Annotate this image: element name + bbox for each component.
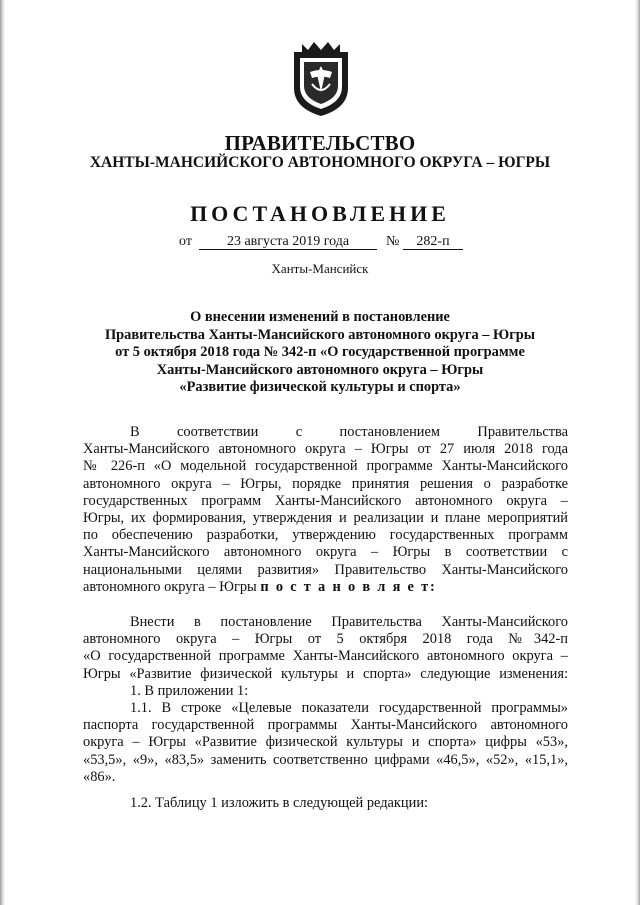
title-line: Ханты-Мансийского автономного округа – Югры [156,361,484,378]
text-line: «53,5», «9», «83,5» заменить соответственно цифрами «46,5», «52», «15,1», [83,751,568,768]
text-line: автономного округа – Югры от 5 октября 2018 года №342-п [83,631,568,648]
document-title [0,309,640,397]
document-date: 23 августа 2019 года [199,234,377,250]
text-line: 1.1. В строке «Целевые показатели государственной программы» [130,700,568,716]
number-prefix: № [386,234,400,249]
title-line: Правительства Ханты-Мансийского автономного округа – Югры [104,326,536,343]
item-1-2 [83,795,568,812]
text-line: Внести в постановление Правительства Ханты-Мансийского [130,614,568,630]
city: Ханты-Мансийск [271,261,369,276]
text-line: Югры «Развитие физической культуры и спорта» следующие изменения: [83,665,568,682]
text-line: округа – Югры «Развитие физической культуры и спорта» цифры «53», [83,734,568,751]
text-line: по обеспечению разработки, утверждению государственных программ [83,527,568,544]
text-line: Югры, их формирования, утверждения и реализации и плане мероприятий [83,510,568,527]
date-prefix: от [179,234,192,249]
text-line: «86». [83,768,116,785]
resolves-word: п о с т а н о в л я е т: [260,578,437,595]
coat-of-arms-emblem [288,38,354,118]
government-region: ХАНТЫ-МАНСИЙСКОГО АВТОНОМНОГО ОКРУГА – ЮГРЫ [89,154,551,171]
text-line: автономного округа – Югры п о с т а н о в л я е т: [83,578,437,595]
title-line: «Развитие физической культуры и спорта» [179,379,461,395]
text-line: 1. В приложении 1: [130,683,249,699]
text-line: национальными целями развития» Правительство Ханты-Мансийского [83,561,568,578]
preamble-first-line: В соответствии с постановлением Правительства [130,424,568,440]
text-line: «О государственной программе Ханты-Мансийского автономного округа – [83,648,568,665]
item-1 [83,683,568,700]
text-line: № 226-п «О модельной государственной программе Ханты-Мансийского [83,458,568,475]
preamble-paragraph [83,424,568,596]
document-number: 282-п [403,234,463,250]
text-line: паспорта государственной программы Ханты-Мансийского автономного [83,717,568,734]
title-line: О внесении изменений в постановление [190,309,450,325]
government-title: ПРАВИТЕЛЬСТВО [224,131,416,155]
resolution-paragraph [83,614,568,683]
title-line: от 5 октября 2018 года № 342-п «О государственной программе [115,344,525,360]
text-line: 1.2. Таблицу 1 изложить в следующей редакции: [130,795,429,811]
text-line: государственных программ Ханты-Мансийского автономного округа – [83,492,568,509]
document-type: ПОСТАНОВЛЕНИЕ [190,201,450,226]
text-line: Ханты-Мансийского автономного округа – Югры в соответствии с [83,544,568,561]
text-line: автономного округа – Югры, порядке принятия решения о разработке [83,475,568,492]
text-line: Ханты-Мансийского автономного округа – Югры от 27 июля 2018 года [83,441,568,458]
item-1-1 [83,700,568,786]
